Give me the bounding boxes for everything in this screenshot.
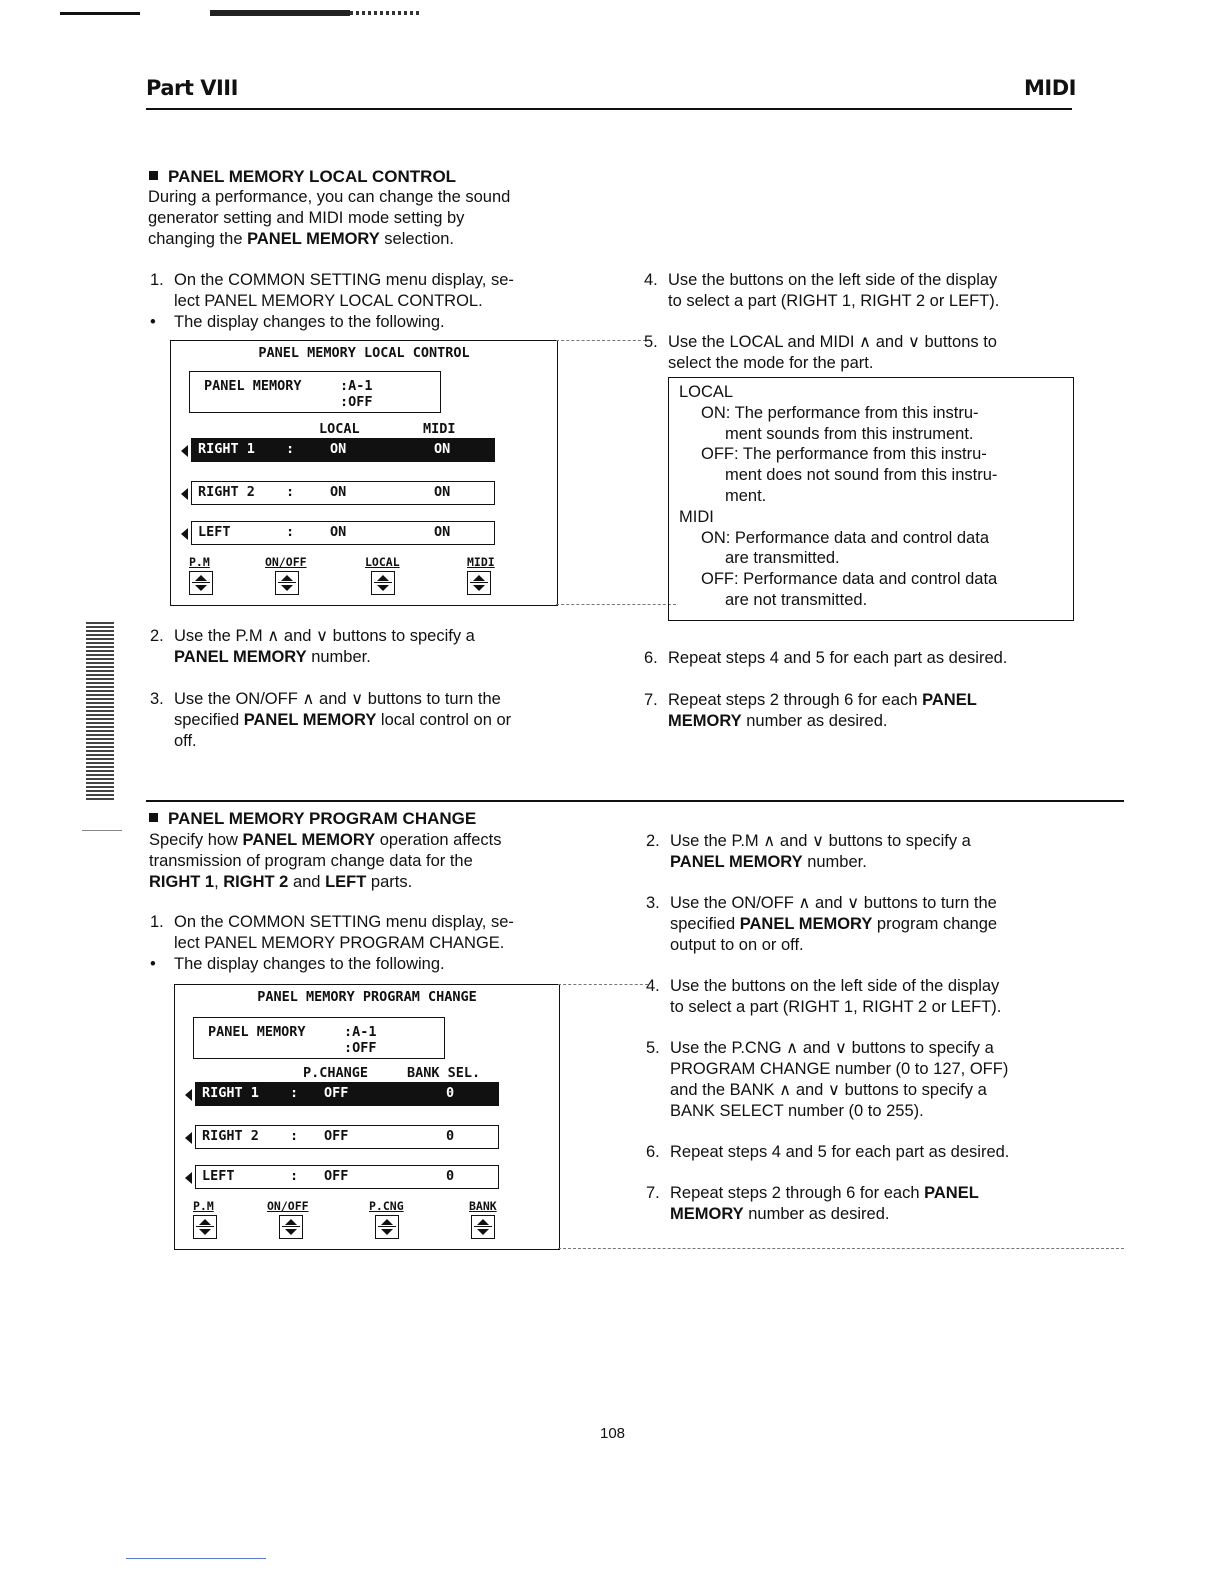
step-2: 2. Use the P.M ∧ and ∨ buttons to specify a PANEL MEMORY number.: [646, 832, 971, 871]
left-arrow-icon[interactable]: [181, 445, 188, 457]
step-1: 1. On the COMMON SETTING menu display, se- lect PANEL MEMORY LOCAL CONTROL.: [150, 271, 514, 310]
midi-updown-button-icon[interactable]: [467, 571, 491, 595]
step-6: 6. Repeat steps 4 and 5 for each part as desired.: [644, 649, 1008, 667]
section-intro: Specify how PANEL MEMORY operation affects transmission of program change data for the RIGHT 1, RIGHT 2 and LEFT parts.: [149, 831, 502, 891]
btn-label-midi: MIDI: [467, 555, 495, 569]
step-6: 6. Repeat steps 4 and 5 for each part as desired.: [646, 1143, 1010, 1161]
section-intro: During a performance, you can change the sound generator setting and MIDI mode setting by changing the PANEL MEMORY selection.: [148, 188, 511, 248]
btn-label-pcng: P.CNG: [369, 1199, 404, 1213]
section-divider: [146, 800, 1124, 802]
lcd-row-right1[interactable]: RIGHT 1 : ON ON: [191, 438, 495, 462]
scan-artifact-top: [60, 8, 440, 18]
lcd-row-right2[interactable]: RIGHT 2 : OFF 0: [195, 1125, 499, 1149]
page-number: 108: [600, 1425, 626, 1442]
onoff-updown-button-icon[interactable]: [275, 571, 299, 595]
local-midi-info-box: LOCAL ON: The performance from this instru- ment sounds from this instrument. OFF: The performance from this instru- ment does not sound from this instru- ment. MIDI ON: Performance data and control data are transmitted. OFF: Performance data and control data are not transmitted.: [668, 377, 1074, 621]
lcd-display-program-change: [174, 984, 560, 1250]
local-updown-button-icon[interactable]: [371, 571, 395, 595]
lcd-row-left[interactable]: LEFT : OFF 0: [195, 1165, 499, 1189]
step-4: 4. Use the buttons on the left side of the display to select a part (RIGHT 1, RIGHT 2 or LEFT).: [644, 271, 1000, 310]
bullet-square-icon: [149, 813, 158, 822]
lcd-panel-memory-box: PANEL MEMORY :A-1 :OFF: [193, 1017, 445, 1059]
left-arrow-icon[interactable]: [185, 1089, 192, 1101]
lcd-display-local-control: [170, 340, 558, 606]
step-7: 7. Repeat steps 2 through 6 for each PANEL MEMORY number as desired.: [646, 1184, 979, 1223]
pm-updown-button-icon[interactable]: [189, 571, 213, 595]
lcd-col-bank-sel: BANK SEL.: [407, 1065, 481, 1081]
btn-label-pm: P.M: [193, 1199, 214, 1213]
lcd-col-local: LOCAL: [319, 421, 360, 437]
step-3: 3. Use the ON/OFF ∧ and ∨ buttons to turn the specified PANEL MEMORY program change output to on or off.: [646, 894, 998, 954]
divider: [558, 1248, 1124, 1249]
onoff-updown-button-icon[interactable]: [279, 1215, 303, 1239]
btn-label-bank: BANK: [469, 1199, 497, 1213]
step-1: 1. On the COMMON SETTING menu display, se- lect PANEL MEMORY PROGRAM CHANGE.: [150, 913, 514, 952]
btn-label-onoff: ON/OFF: [267, 1199, 309, 1213]
step-4: 4. Use the buttons on the left side of the display to select a part (RIGHT 1, RIGHT 2 or LEFT).: [646, 977, 1002, 1016]
header-section: MIDI: [1024, 76, 1076, 100]
step-2: 2. Use the P.M ∧ and ∨ buttons to specify a PANEL MEMORY number.: [150, 627, 475, 666]
btn-label-onoff: ON/OFF: [265, 555, 307, 569]
divider: [556, 604, 676, 605]
lcd-row-right2[interactable]: RIGHT 2 : ON ON: [191, 481, 495, 505]
margin-barcode: [86, 622, 114, 802]
header-part: Part VIII: [146, 76, 238, 100]
bullet-display-changes: • The display changes to the following.: [150, 955, 445, 973]
section-title-local-control: PANEL MEMORY LOCAL CONTROL: [149, 167, 456, 187]
step-5: 5. Use the LOCAL and MIDI ∧ and ∨ buttons to select the mode for the part.: [644, 333, 997, 372]
pcng-updown-button-icon[interactable]: [375, 1215, 399, 1239]
divider: [556, 340, 646, 341]
bottom-rule: [126, 1558, 266, 1559]
bullet-square-icon: [149, 171, 158, 180]
bullet-display-changes: • The display changes to the following.: [150, 313, 445, 331]
lcd-col-midi: MIDI: [423, 421, 456, 437]
lcd-title: PANEL MEMORY LOCAL CONTROL: [258, 345, 470, 361]
left-arrow-icon[interactable]: [181, 488, 188, 500]
left-arrow-icon[interactable]: [185, 1132, 192, 1144]
divider: [558, 984, 648, 985]
lcd-row-left[interactable]: LEFT : ON ON: [191, 521, 495, 545]
lcd-title: PANEL MEMORY PROGRAM CHANGE: [257, 989, 477, 1005]
margin-rule: [82, 830, 122, 831]
btn-label-pm: P.M: [189, 555, 210, 569]
bank-updown-button-icon[interactable]: [471, 1215, 495, 1239]
lcd-row-right1[interactable]: RIGHT 1 : OFF 0: [195, 1082, 499, 1106]
header-rule: [146, 108, 1072, 110]
lcd-panel-memory-box: PANEL MEMORY :A-1 :OFF: [189, 371, 441, 413]
pm-updown-button-icon[interactable]: [193, 1215, 217, 1239]
section-title-program-change: PANEL MEMORY PROGRAM CHANGE: [149, 809, 476, 829]
step-7: 7. Repeat steps 2 through 6 for each PANEL MEMORY number as desired.: [644, 691, 977, 730]
left-arrow-icon[interactable]: [181, 528, 188, 540]
lcd-col-pchange: P.CHANGE: [303, 1065, 369, 1081]
step-3: 3. Use the ON/OFF ∧ and ∨ buttons to turn the specified PANEL MEMORY local control on or off.: [150, 690, 512, 750]
step-5: 5. Use the P.CNG ∧ and ∨ buttons to specify a PROGRAM CHANGE number (0 to 127, OFF) and the BANK ∧ and ∨ buttons to specify a BANK SELECT number (0 to 255).: [646, 1039, 1009, 1120]
btn-label-local: LOCAL: [365, 555, 400, 569]
left-arrow-icon[interactable]: [185, 1172, 192, 1184]
